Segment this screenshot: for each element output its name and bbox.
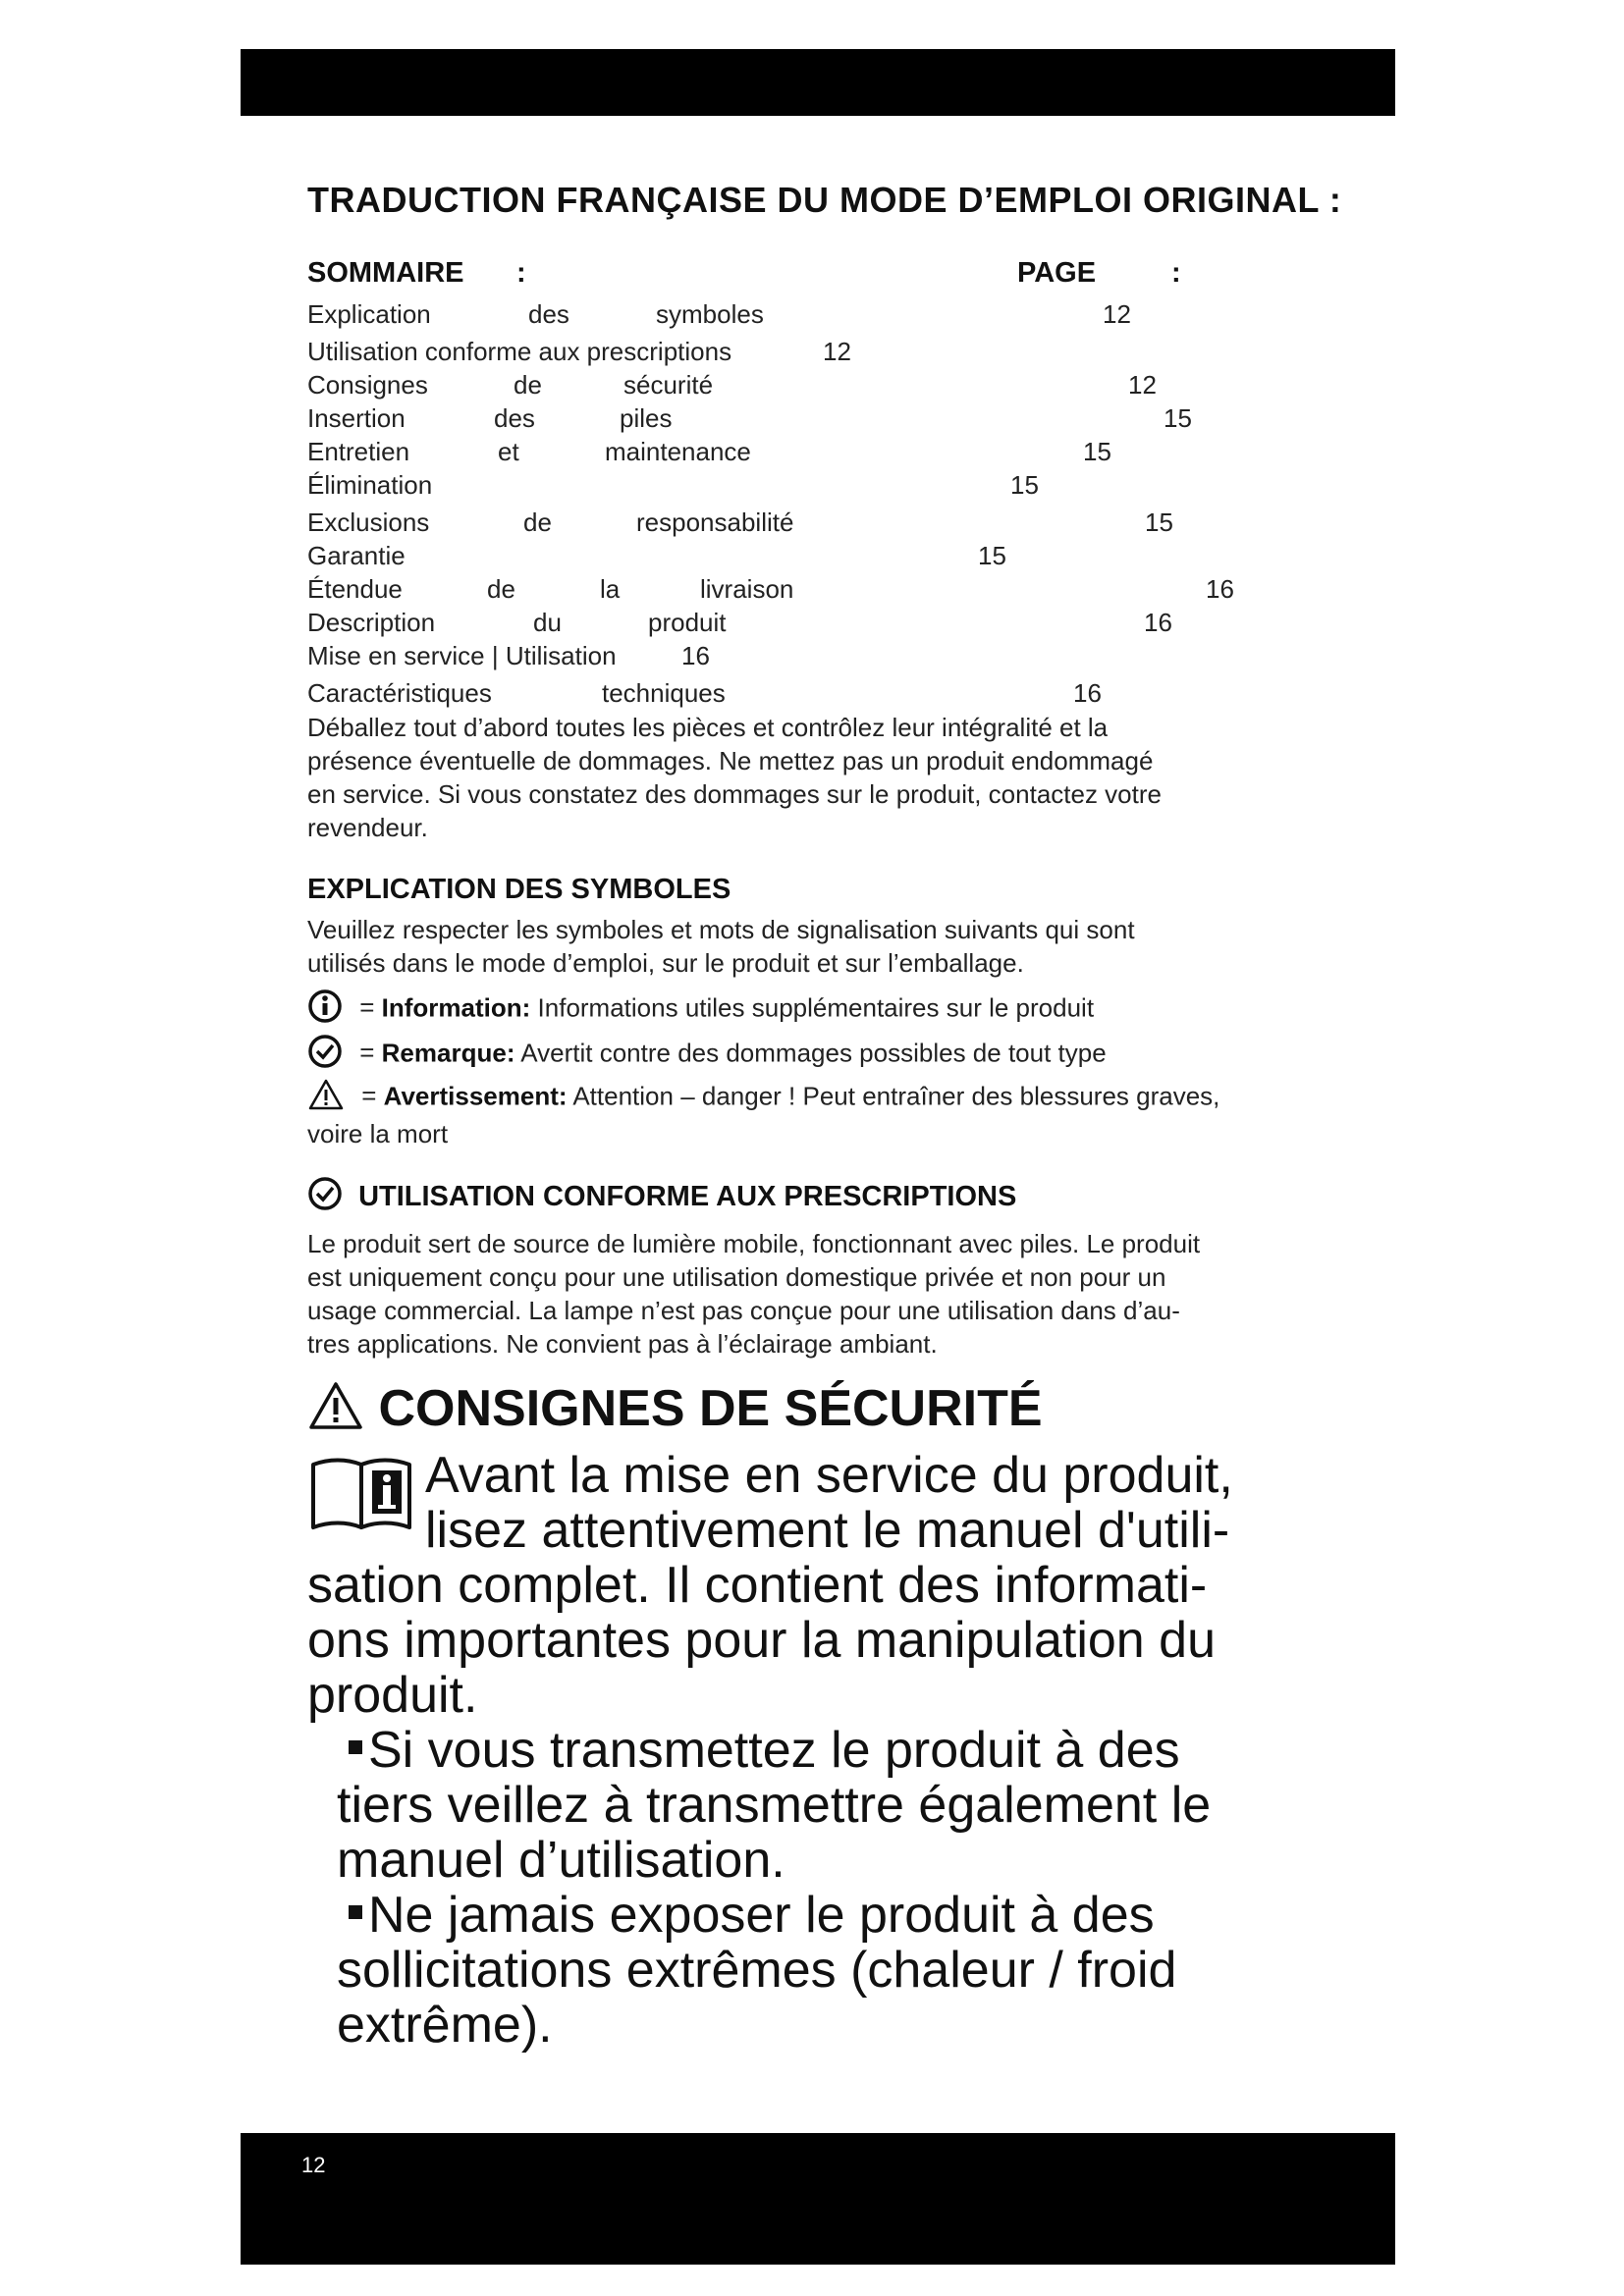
- bullet-line: [349, 1723, 1180, 1778]
- footer-bar: [241, 2133, 1395, 2265]
- toc-word: livraison: [700, 574, 794, 604]
- toc-page-number: 16: [1144, 608, 1172, 637]
- check-circle-icon: [307, 1176, 343, 1219]
- symbol-information-row: [307, 988, 1094, 1031]
- symbol-term: Information:: [381, 992, 531, 1023]
- toc-page-number: 12: [823, 337, 851, 366]
- safety-intro-line: Avant la mise en service du produit,: [425, 1447, 1233, 1504]
- symbol-term: Remarque:: [381, 1038, 515, 1068]
- toc-word: symboles: [656, 299, 764, 329]
- toc-word: Exclusions: [307, 507, 430, 537]
- toc-word: piles: [620, 403, 673, 433]
- bullet-text: Ne jamais exposer le produit à des: [368, 1887, 1155, 1944]
- text-line: revendeur.: [307, 813, 428, 842]
- bullet-text: Si vous transmettez le produit à des: [368, 1722, 1180, 1779]
- safety-intro-line: lisez attentivement le manuel d'utili-: [425, 1502, 1230, 1559]
- toc-page-number: 15: [1010, 470, 1039, 500]
- safety-intro-line: ons importantes pour la manipulation du: [307, 1612, 1217, 1669]
- toc-word: maintenance: [605, 437, 751, 466]
- toc-word: de: [487, 574, 515, 604]
- text-line: usage commercial. La lampe n’est pas conçue pour une utilisation dans d’au-: [307, 1296, 1180, 1325]
- toc-word: Utilisation conforme aux prescriptions: [307, 337, 732, 366]
- toc-word: Étendue: [307, 574, 403, 604]
- header-bar: [241, 49, 1395, 116]
- toc-word: Explication: [307, 299, 431, 329]
- symbol-description: Informations utiles supplémentaires sur le produit: [530, 992, 1095, 1023]
- toc-word: et: [498, 437, 519, 466]
- symbols-intro: [307, 913, 1319, 980]
- symbol-description: Attention – danger ! Peut entraîner des blessures graves,: [567, 1081, 1220, 1111]
- text-line: Déballez tout d’abord toutes les pièces et contrôlez leur intégralité et la: [307, 713, 1109, 742]
- toc-word: responsabilité: [636, 507, 794, 537]
- toc-word: techniques: [602, 678, 726, 708]
- toc-page-number: 16: [681, 641, 710, 670]
- text-line: Veuillez respecter les symboles et mots de signalisation suivants qui sont: [307, 915, 1135, 944]
- usage-section-heading: [307, 1176, 1016, 1219]
- usage-paragraph: [307, 1227, 1319, 1361]
- toc-word: Élimination: [307, 470, 433, 500]
- toc-page-number: 16: [1073, 678, 1102, 708]
- toc-page-heading: PAGE: [1017, 257, 1097, 289]
- safety-intro-line: produit.: [307, 1667, 478, 1724]
- usage-section-title: UTILISATION CONFORME AUX PRESCRIPTIONS: [358, 1180, 1017, 1212]
- document-title: TRADUCTION FRANÇAISE DU MODE D’EMPLOI ORIGINAL :: [307, 180, 1342, 220]
- symbol-warning-continuation: voire la mort: [307, 1119, 449, 1148]
- toc-word: Garantie: [307, 541, 406, 570]
- info-circle-icon: [307, 988, 343, 1031]
- toc-word: de: [514, 370, 542, 400]
- symbol-term: Avertissement:: [383, 1081, 568, 1111]
- bullet-line: extrême).: [337, 1997, 553, 2054]
- toc-page-number: 16: [1206, 574, 1234, 604]
- bullet-line: manuel d’utilisation.: [337, 1832, 785, 1889]
- toc-word: Caractéristiques: [307, 678, 492, 708]
- toc-word: du: [533, 608, 562, 637]
- symbol-equals: =: [359, 1038, 382, 1068]
- text-line: tres applications. Ne convient pas à l’éclairage ambiant.: [307, 1329, 938, 1359]
- square-bullet-icon: [349, 1905, 362, 1919]
- toc-word: des: [528, 299, 569, 329]
- bullet-line: sollicitations extrêmes (chaleur / froid: [337, 1942, 1177, 1999]
- toc-word: Consignes: [307, 370, 428, 400]
- toc-heading-colon: :: [516, 257, 526, 289]
- toc-word: la: [600, 574, 621, 604]
- read-manual-icon: [307, 1451, 415, 1538]
- toc-word: des: [494, 403, 535, 433]
- symbol-warning-row: [307, 1078, 1219, 1118]
- symbol-equals: =: [359, 992, 382, 1023]
- symbol-remark-row: [307, 1034, 1107, 1076]
- warning-triangle-icon: [307, 1380, 364, 1444]
- text-line: Le produit sert de source de lumière mobile, fonctionnant avec piles. Le produit: [307, 1229, 1201, 1258]
- toc-page-number: 15: [1145, 507, 1173, 537]
- symbol-description: Avertit contre des dommages possibles de tout type: [514, 1038, 1107, 1068]
- toc-word: de: [523, 507, 552, 537]
- toc-word: Description: [307, 608, 436, 637]
- toc-page-number: 15: [1083, 437, 1111, 466]
- check-circle-icon: [307, 1034, 343, 1076]
- toc-word: produit: [648, 608, 727, 637]
- safety-section-heading: [307, 1379, 1043, 1444]
- toc-page-number: 12: [1103, 299, 1131, 329]
- toc-page-colon: :: [1171, 257, 1181, 289]
- toc-word: sécurité: [623, 370, 714, 400]
- toc-word: Entretien: [307, 437, 410, 466]
- square-bullet-icon: [349, 1740, 362, 1754]
- text-line: utilisés dans le mode d’emploi, sur le produit et sur l’emballage.: [307, 948, 1024, 978]
- toc-page-number: 15: [1164, 403, 1192, 433]
- page-number: 12: [301, 2153, 326, 2177]
- safety-section-title: CONSIGNES DE SÉCURITÉ: [378, 1380, 1043, 1437]
- bullet-line: [349, 1888, 1155, 1943]
- toc-page-number: 12: [1128, 370, 1157, 400]
- text-line: est uniquement conçu pour une utilisation domestique privée et non pour un: [307, 1262, 1166, 1292]
- safety-intro-line: sation complet. Il contient des informati-: [307, 1557, 1208, 1614]
- symbols-section-title: EXPLICATION DES SYMBOLES: [307, 874, 731, 905]
- toc-word: Insertion: [307, 403, 406, 433]
- warning-triangle-icon: [307, 1078, 345, 1118]
- text-line: présence éventuelle de dommages. Ne mettez pas un produit endommagé: [307, 746, 1154, 775]
- text-line: en service. Si vous constatez des dommages sur le produit, contactez votre: [307, 779, 1162, 809]
- toc-heading: SOMMAIRE: [307, 257, 464, 289]
- symbol-equals: =: [361, 1081, 384, 1111]
- toc-page-number: 15: [978, 541, 1006, 570]
- toc-word: Mise en service | Utilisation: [307, 641, 617, 670]
- intro-paragraph: [307, 711, 1319, 844]
- bullet-line: tiers veillez à transmettre également le: [337, 1777, 1212, 1834]
